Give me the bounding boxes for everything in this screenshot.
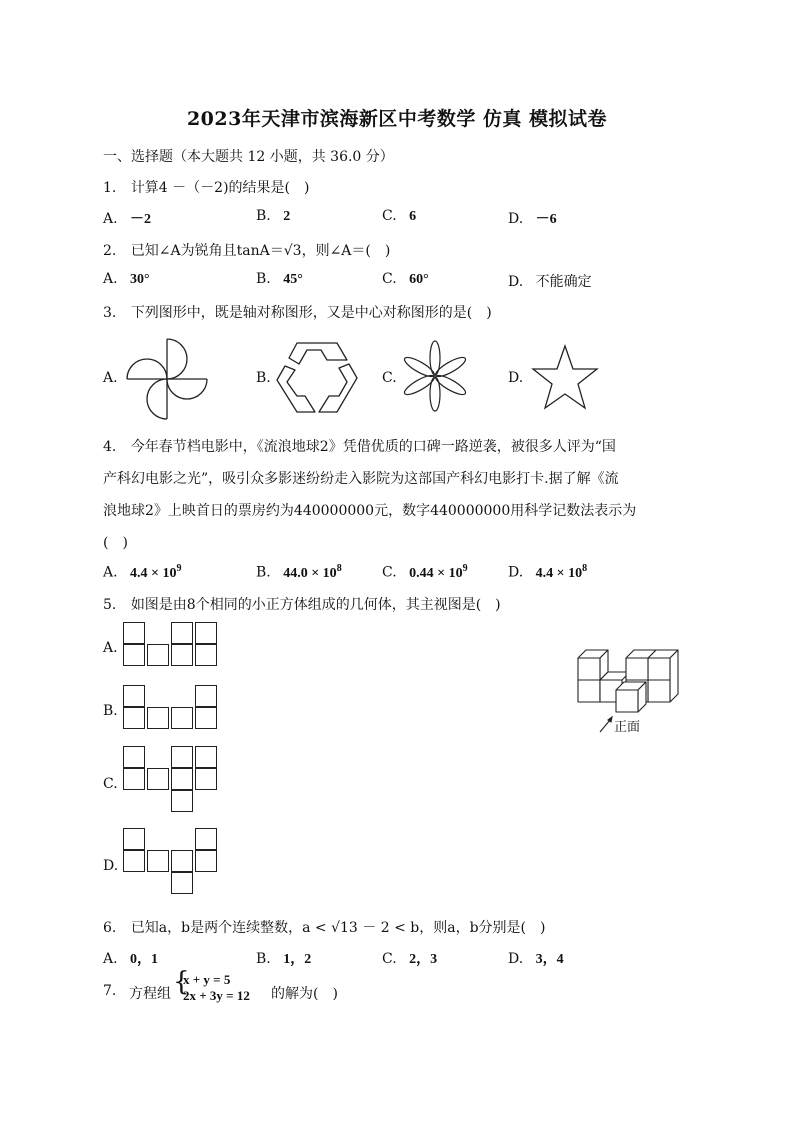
question-3	[103, 302, 492, 322]
question-text: 下列图形中，既是轴对称图形，又是中心对称图形的是( )	[130, 305, 492, 321]
question-number: 1.	[103, 180, 117, 196]
question-1	[103, 177, 309, 197]
option-d[interactable]: D. $4.4 \times 10^8$	[508, 563, 588, 581]
page-title: 2023年天津市滨海新区中考数学 仿真 模拟试卷	[186, 108, 608, 130]
pinwheel-figure[interactable]	[122, 334, 212, 424]
option-d[interactable]: D. 3，4	[508, 951, 564, 967]
question-text: 如图是由8个相同的小正方体组成的几何体，其主视图是( )	[130, 597, 501, 613]
question-line-4: ( )	[103, 535, 128, 551]
option-c[interactable]: C. 6	[382, 208, 417, 224]
five-point-star-figure[interactable]	[530, 343, 600, 411]
option-b-label[interactable]: B.	[256, 370, 271, 386]
question-line-2: 产科幻电影之光”，吸引众多影迷纷纷走入影院为这部国产科幻电影打卡.据了解《流	[103, 471, 619, 487]
option-d-front-view[interactable]	[123, 828, 219, 896]
option-c[interactable]: C. 60°	[382, 271, 429, 287]
question-2	[103, 240, 390, 260]
question-text: 已知a，b是两个连续整数，a < √13 － 2 < b，则a，b分别是( )	[130, 920, 546, 936]
option-b-label[interactable]: B.	[103, 703, 118, 719]
option-c[interactable]: C. 2，3	[382, 951, 438, 967]
option-a-front-view[interactable]	[123, 622, 219, 668]
question-7-suffix: 的解为( )	[271, 986, 338, 1002]
option-b-front-view[interactable]	[123, 685, 219, 731]
option-a[interactable]: A. －2	[103, 211, 152, 227]
question-4	[103, 436, 616, 456]
option-b[interactable]: B. 2	[256, 208, 291, 224]
option-d-label[interactable]: D.	[103, 858, 119, 874]
question-number: 3.	[103, 305, 117, 321]
option-b[interactable]: B. 1，2	[256, 951, 312, 967]
option-a[interactable]: A. $4.4 \times 10^9$	[103, 563, 182, 581]
question-number: 5.	[103, 597, 117, 613]
question-line-1: 今年春节档电影中，《流浪地球2》凭借优质的口碑一路逆袭，被很多人评为“国	[130, 439, 616, 455]
section-heading: 一、选择题（本大题共 12 小题，共 36.0 分）	[103, 149, 394, 165]
question-number: 2.	[103, 243, 117, 259]
front-label: 正面	[614, 720, 641, 735]
equation-2: 2x + 3y = 12	[183, 988, 250, 1003]
question-text: 计算4 －（－2)的结果是( )	[130, 180, 310, 196]
question-7-number: 7.	[103, 983, 117, 999]
option-a[interactable]: A. 0，1	[103, 951, 159, 967]
option-b[interactable]: B. $44.0 \times 10^8$	[256, 563, 342, 581]
question-5	[103, 594, 501, 614]
option-d[interactable]: D. －6	[508, 211, 557, 227]
option-b[interactable]: B. 45°	[256, 271, 303, 287]
question-number: 4.	[103, 439, 117, 455]
question-text: 已知∠A为锐角且tanA＝√3，则∠A＝( )	[130, 243, 391, 259]
option-a-label[interactable]: A.	[103, 370, 118, 386]
option-a[interactable]: A. 30°	[103, 271, 150, 287]
equation-1: x + y = 5	[183, 972, 231, 987]
option-a-label[interactable]: A.	[103, 640, 118, 656]
question-6	[103, 917, 545, 937]
option-c-label[interactable]: C.	[103, 776, 118, 792]
question-line-3: 浪地球2》上映首日的票房约为440000000元，数字440000000用科学记数法表示为	[103, 503, 637, 519]
option-d-label[interactable]: D.	[508, 370, 524, 386]
recycle-hexagon-figure[interactable]	[275, 338, 359, 416]
option-c-front-view[interactable]	[123, 746, 219, 814]
system-brace: {	[173, 967, 190, 997]
six-petal-flower-figure[interactable]	[397, 338, 473, 414]
question-number: 6.	[103, 920, 117, 936]
option-d[interactable]: D. 不能确定	[508, 274, 592, 290]
option-c-label[interactable]: C.	[382, 370, 397, 386]
option-c[interactable]: C. $0.44 \times 10^9$	[382, 563, 468, 581]
question-7-prefix: 方程组	[129, 986, 171, 1002]
